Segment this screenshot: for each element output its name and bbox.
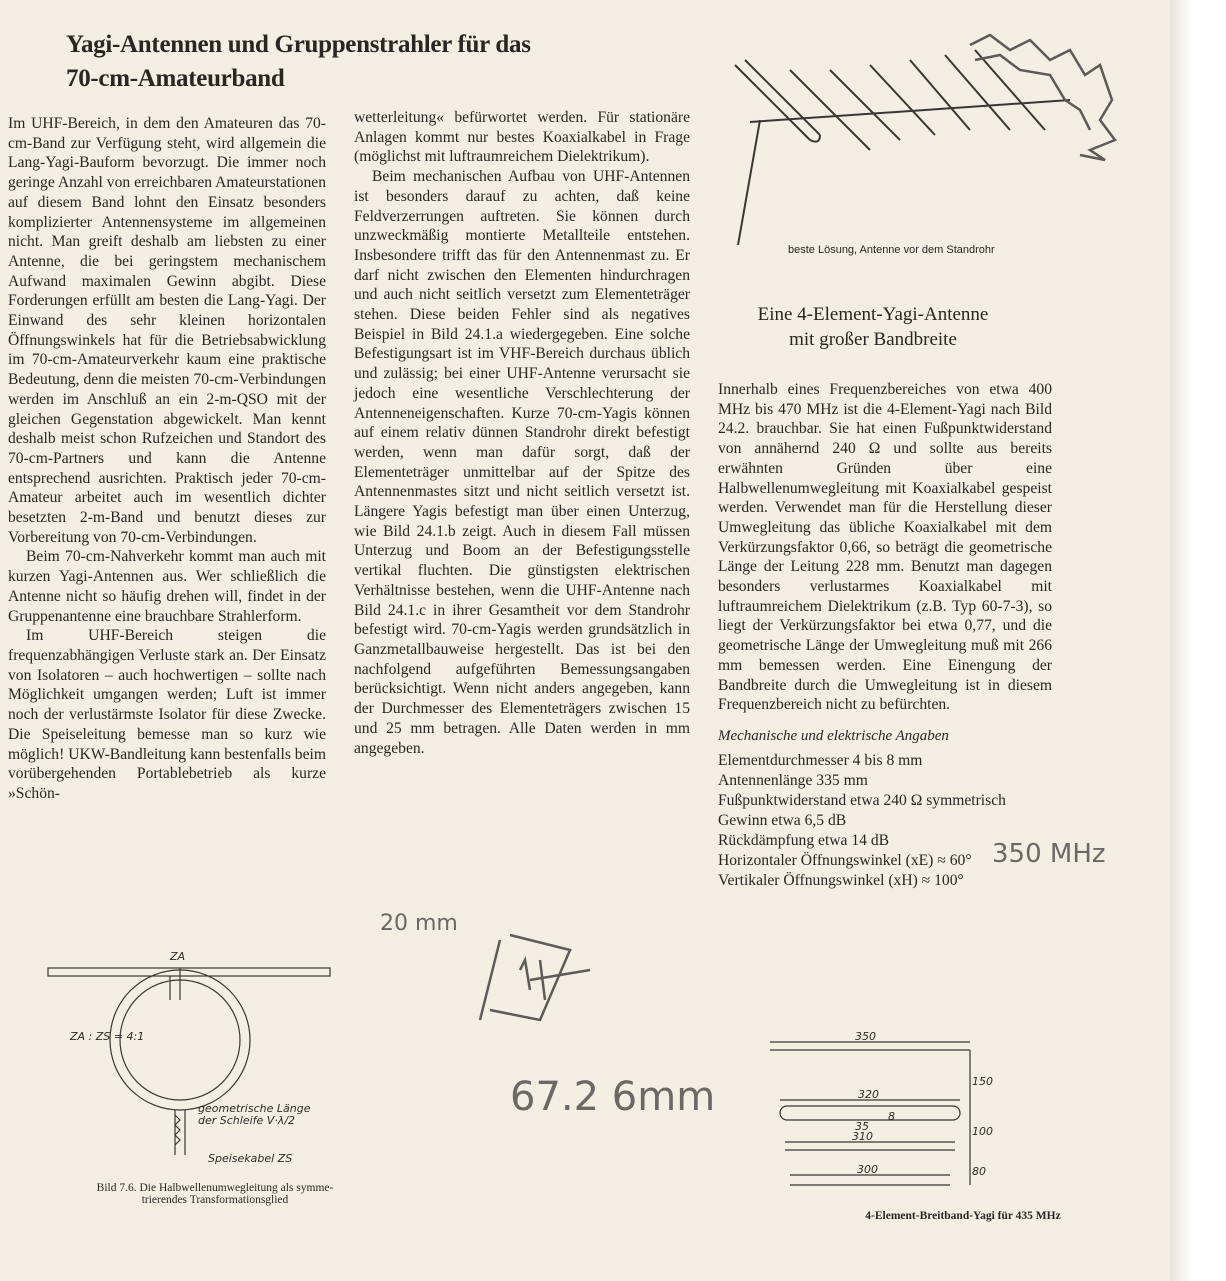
- text-column-3: [718, 380, 1052, 891]
- feed-cable-label: Speisekabel ZS: [208, 1152, 293, 1165]
- yagi-mount-sketch: [720, 30, 1120, 250]
- impedance-ratio-label: ZA : ZS = 4:1: [70, 1030, 145, 1043]
- col2-paragraph-1: wetterleitung« befürwortet werden. Für stationäre Anlagen kommt nur bestes Koaxialkabel in Frage (möglichst mit luftraumreichem Dielektrikum).: [354, 109, 690, 166]
- dim-320: 320: [858, 1088, 879, 1101]
- note-350mhz: 350 MHz: [992, 839, 1106, 869]
- za-top-label: ZA: [170, 950, 186, 963]
- col3-paragraph-1: Innerhalb eines Frequenzbereiches von etwa 400 MHz bis 470 MHz ist die 4-Element-Yagi nach Bild 24.2. brauchbar. Sie hat einen Fußpunktwiderstand von annähernd 240 Ω und sollte aus bereits erwähnten Gründen über eine Halbwellenumwegleitung mit Koaxialkabel gespeist werden. Verwendet man für die Herstellung dieser Umwegleitung das übliche Koaxialkabel mit dem Verkürzungsfaktor 0,66, so beträgt die geometrische Länge der Leitung 228 mm. Benutzt man dagegen besonders verlustarmes Koaxialkabel mit luftraumreichem Dielektrikum (z.B. Typ 60-7-3), so liegt der Verkürzungsfaktor bei etwa 0,77, und die geometrische Länge der Umwegleitung muß mit 266 mm bemessen werden. Eine Einengung der Bandbreite durch die Umwegleitung ist in diesem Frequenzbereich nicht zu befürchten.: [718, 381, 1052, 714]
- dim-80: 80: [972, 1165, 986, 1178]
- article-title: [66, 28, 626, 96]
- note-67mm: 67.2 6mm: [510, 1074, 716, 1120]
- col1-paragraph-3: Im UHF-Bereich steigen die frequenzabhängigen Verluste stark an. Der Einsatz von Isolatoren – auch hochwertigen – sollte nach Möglichkeit umgangen werden; Luft ist immer noch der verlustärmste Isolator für diese Zwecke. Die Speiseleitung bemesse man so kurz wie möglich! UKW-Bandleitung kann bestenfalls beim vorübergehenden Portablebetrieb als kurze »Schön-: [8, 627, 326, 802]
- col1-paragraph-2: Beim 70-cm-Nahverkehr kommt man auch mit kurzen Yagi-Antennen aus. Wer schließlich die Antenne nicht so häufig drehen will, findet in der Gruppenantenne eine brauchbare Strahlerform.: [8, 548, 326, 625]
- section-heading: [742, 302, 1004, 352]
- text-column-2: [354, 108, 690, 758]
- dim-35: 35: [855, 1120, 869, 1133]
- loop-length-label-1: geometrische Länge: [198, 1102, 311, 1115]
- mount-sketch-caption: beste Lösung, Antenne vor dem Standrohr: [788, 244, 995, 256]
- note-20mm: 20 mm: [380, 911, 458, 936]
- balun-caption-line-2: trierendes Transformationsglied: [141, 1194, 289, 1206]
- col2-paragraph-2: Beim mechanischen Aufbau von UHF-Antennen ist besonders darauf zu achten, daß keine Feldverzerrungen auftreten. Sie können durch unzweckmäßig montierte Metallteile entstehen. Insbesondere trifft das für den Antennenmast zu. Er darf nicht zwischen den Elementen hindurchragen und auch nicht seitlich versetzt zum Elementeträger stehen. Diese beiden Fehler sind als negatives Beispiel in Bild 24.1.a wiedergegeben. Eine solche Befestigungsart ist im VHF-Bereich durchaus üblich und zulässig; bei einer UHF-Antenne verursacht sie jedoch eine wesentliche Verschlechterung der Antenneneigenschaften. Kurze 70-cm-Yagis können auf einem relativ dünnen Standrohr direkt befestigt werden, wenn man dafür sorgt, daß der Elementeträger unmittelbar auf der Spitze des Antennenmastes sitzt und nicht seitlich versetzt ist. Längere Yagis befestigt man über einen Unterzug, wie Bild 24.1.b zeigt. Auch in diesem Fall müssen Unterzug und Boom an der Befestigungsstelle vertikal fluchten. Die günstigsten elektrischen Verhältnisse bestehen, wenn die UHF-Antenne nach Bild 24.1.c in ihrer Gesamtheit vor dem Standrohr befestigt wird. 70-cm-Yagis werden grundsätzlich in Ganzmetallbauweise hergestellt. Das ist bei den nachfolgend aufgeführten Bemessungsangaben berücksichtigt. Wenn nicht anders angegeben, kann der Durchmesser des Elementeträgers zwischen 15 und 25 mm betragen. Alle Daten werden in mm angegeben.: [354, 168, 690, 757]
- text-column-1: [8, 114, 326, 804]
- spec-row: Antennenlänge 335 mm: [718, 771, 868, 789]
- spec-subheading: Mechanische und elektrische Angaben: [718, 727, 949, 744]
- dim-310: 310: [852, 1130, 873, 1143]
- balun-caption: [40, 1182, 390, 1206]
- dim-gap: 8: [888, 1110, 895, 1123]
- col1-paragraph-1: Im UHF-Bereich, in dem den Amateuren das 70-cm-Band zur Verfügung steht, wird allgemein die Lang-Yagi-Bauform bevorzugt. Die immer noch geringe Anzahl von erreichbaren Amateurstationen auf diesem Band lohnt den Einsatz besonders komplizierter Antennensysteme im allgemeinen nicht. Man greift deshalb am liebsten zu einer Antenne, die bei geringstem mechanischem Aufwand maximalen Gewinn abgibt. Diese Forderungen erfüllt am besten die Lang-Yagi. Der Einwand des sehr kleinen horizontalen Öffnungswinkels hat für die Betriebsabwicklung im 70-cm-Amateurverkehr kaum eine praktische Bedeutung, denn die meisten 70-cm-Verbindungen werden im Anschluß an ein 2-m-QSO mit der gleichen Gegenstation abgewickelt. Man kennt deshalb meist schon Rufzeichen und Standort des 70-cm-Partners und kann die Antenne entsprechend ausrichten. Praktisch jeder 70-cm-Amateur arbeitet auch im wesentlich dichter besetzten 2-m-Band und benutzt dieses zur Vorbereitung von 70-cm-Verbindungen.: [8, 115, 326, 546]
- dim-300: 300: [857, 1163, 878, 1176]
- dim-100: 100: [972, 1125, 993, 1138]
- spec-row: Horizontaler Öffnungswinkel (xE) ≈ 60°: [718, 851, 972, 869]
- dim-350: 350: [855, 1030, 876, 1043]
- dim-150: 150: [972, 1075, 993, 1088]
- spec-row: Vertikaler Öffnungswinkel (xH) ≈ 100°: [718, 871, 964, 889]
- handwritten-notes: [370, 820, 1130, 1140]
- yagi-drawing-caption: 4-Element-Breitband-Yagi für 435 MHz: [865, 1210, 1061, 1222]
- section-heading-line-2: mit großer Bandbreite: [789, 329, 957, 350]
- spec-row: Gewinn etwa 6,5 dB: [718, 811, 847, 829]
- spec-row: Elementdurchmesser 4 bis 8 mm: [718, 751, 923, 769]
- page-edge: [1170, 0, 1226, 1281]
- spec-row: Rückdämpfung etwa 14 dB: [718, 831, 890, 849]
- spec-row: Fußpunktwiderstand etwa 240 Ω symmetrisch: [718, 791, 1006, 809]
- loop-length-label-2: der Schleife V·λ/2: [198, 1114, 296, 1127]
- title-line-1: Yagi-Antennen und Gruppenstrahler für das: [66, 31, 531, 58]
- balun-caption-line-1: Bild 7.6. Die Halbwellenumwegleitung als symme-: [96, 1182, 334, 1194]
- title-line-2: 70-cm-Amateurband: [66, 65, 285, 92]
- balun-loop-diagram: [30, 940, 350, 1175]
- section-heading-line-1: Eine 4-Element-Yagi-Antenne: [757, 304, 989, 325]
